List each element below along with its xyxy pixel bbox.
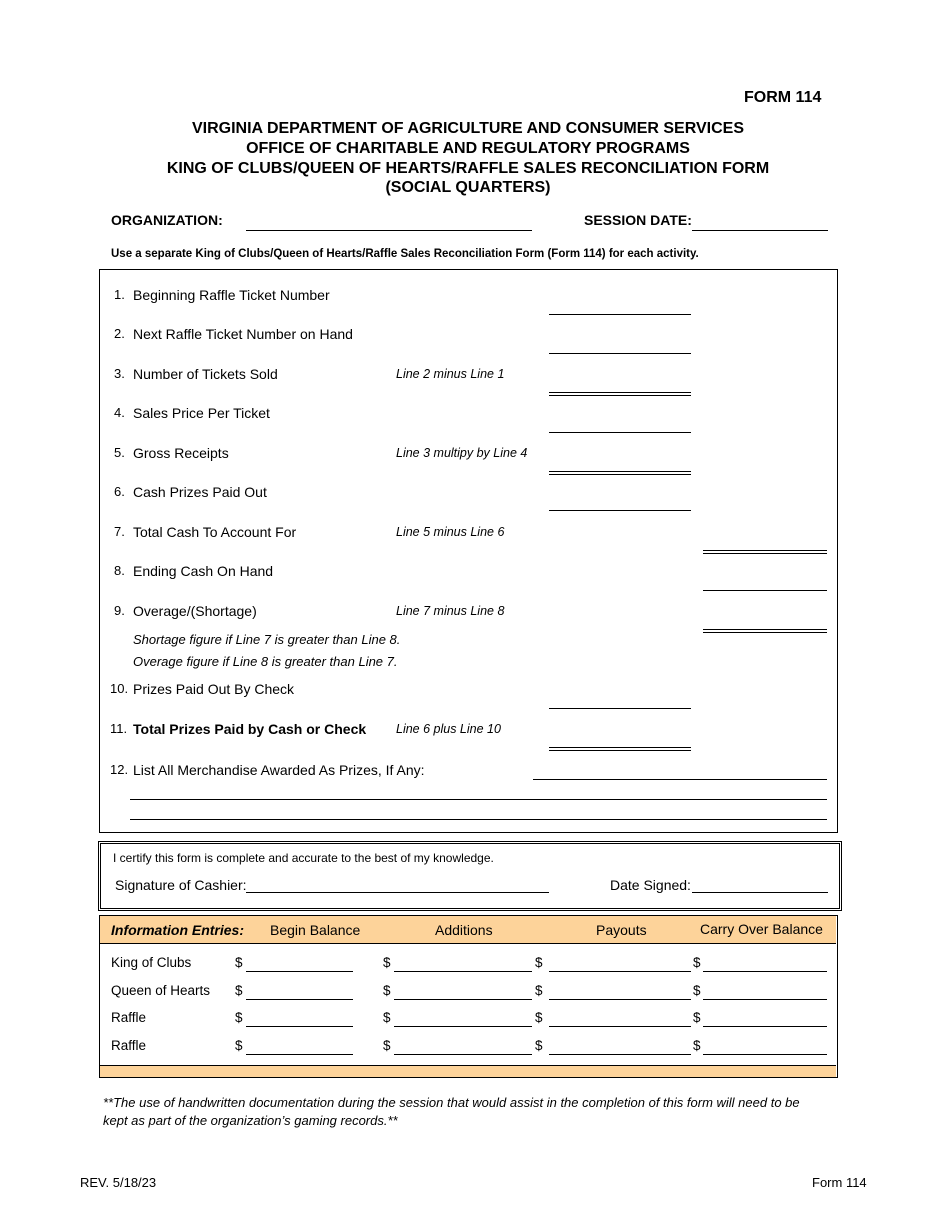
info-0-amount-field[interactable] — [246, 999, 353, 1000]
session-date-field[interactable] — [692, 230, 828, 231]
signature-field[interactable] — [246, 892, 549, 893]
line-11-amount-field[interactable] — [549, 747, 691, 751]
line-label: Prizes Paid Out By Check — [133, 681, 295, 697]
line-formula-note: Line 7 minus Line 8 — [396, 604, 505, 618]
dollar-sign: $ — [693, 1010, 701, 1025]
dollar-sign: $ — [693, 955, 701, 970]
dollar-sign: $ — [383, 1010, 391, 1025]
line-number: 1. — [114, 287, 125, 302]
info-0-amount-field[interactable] — [246, 1054, 353, 1055]
info-1-amount-field[interactable] — [394, 971, 532, 972]
line-label: Cash Prizes Paid Out — [133, 484, 267, 500]
line-5-amount-field[interactable] — [549, 471, 691, 475]
info-3-amount-field[interactable] — [703, 1054, 827, 1055]
line-label: Beginning Raffle Ticket Number — [133, 287, 330, 303]
info-row-label: Queen of Hearts — [111, 983, 211, 998]
info-2-amount-field[interactable] — [549, 1054, 691, 1055]
col-carry-over: Carry Over Balance — [700, 921, 823, 937]
line-label: Next Raffle Ticket Number on Hand — [133, 326, 353, 342]
dollar-sign: $ — [535, 1010, 543, 1025]
instruction-text: Use a separate King of Clubs/Queen of Hearts/Raffle Sales Reconciliation Form (Form 114) for each activity. — [111, 248, 699, 260]
organization-label: ORGANIZATION: — [111, 212, 223, 228]
info-3-amount-field[interactable] — [703, 971, 827, 972]
merchandise-field-3[interactable] — [130, 819, 827, 820]
line-formula-note: Line 5 minus Line 6 — [396, 525, 505, 539]
signature-label: Signature of Cashier: — [115, 877, 247, 893]
merchandise-field-1[interactable] — [533, 779, 827, 780]
line-number: 9. — [114, 603, 125, 618]
dollar-sign: $ — [235, 1038, 243, 1053]
line-1-amount-field[interactable] — [549, 314, 691, 315]
line-number: 12. — [110, 762, 129, 777]
info-3-amount-field[interactable] — [703, 999, 827, 1000]
date-signed-label: Date Signed: — [610, 877, 691, 893]
dollar-sign: $ — [693, 1038, 701, 1053]
line-2-amount-field[interactable] — [549, 353, 691, 354]
line-number: 4. — [114, 405, 125, 420]
info-0-amount-field[interactable] — [246, 971, 353, 972]
dollar-sign: $ — [383, 955, 391, 970]
dollar-sign: $ — [693, 983, 701, 998]
footer-form-number: Form 114 — [812, 1175, 867, 1190]
line-label: Gross Receipts — [133, 445, 229, 461]
line-formula-note: Line 6 plus Line 10 — [396, 722, 501, 736]
col-payouts: Payouts — [596, 922, 647, 938]
line-label: Ending Cash On Hand — [133, 563, 274, 579]
info-2-amount-field[interactable] — [549, 971, 691, 972]
line9-note-overage: Overage figure if Line 8 is greater than Line 7. — [133, 654, 398, 669]
info-title: Information Entries: — [111, 922, 245, 938]
dollar-sign: $ — [235, 955, 243, 970]
certify-text: I certify this form is complete and accurate to the best of my knowledge. — [113, 851, 494, 865]
line-9-amount-field[interactable] — [703, 629, 827, 633]
line-number: 11. — [110, 721, 128, 736]
form-number: FORM 114 — [744, 89, 822, 106]
line-label: List All Merchandise Awarded As Prizes, If Any: — [133, 762, 425, 778]
dollar-sign: $ — [235, 983, 243, 998]
line9-note-shortage: Shortage figure if Line 7 is greater than Line 8. — [133, 632, 401, 647]
line-3-amount-field[interactable] — [549, 392, 691, 396]
dollar-sign: $ — [383, 1038, 391, 1053]
info-1-amount-field[interactable] — [394, 999, 532, 1000]
header-office: OFFICE OF CHARITABLE AND REGULATORY PROGRAMS — [246, 140, 690, 157]
info-3-amount-field[interactable] — [703, 1026, 827, 1027]
line-formula-note: Line 2 minus Line 1 — [396, 367, 505, 381]
date-signed-field[interactable] — [692, 892, 828, 893]
line-label: Total Prizes Paid by Cash or Check — [133, 721, 367, 737]
session-date-label: SESSION DATE: — [584, 212, 692, 228]
dollar-sign: $ — [535, 1038, 543, 1053]
line-number: 10. — [110, 681, 129, 696]
line-number: 3. — [114, 366, 125, 381]
info-1-amount-field[interactable] — [394, 1026, 532, 1027]
line-label: Overage/(Shortage) — [133, 603, 257, 619]
info-row-label: Raffle — [111, 1010, 147, 1025]
col-begin-balance: Begin Balance — [270, 922, 361, 938]
line-number: 7. — [114, 524, 125, 539]
dollar-sign: $ — [235, 1010, 243, 1025]
info-2-amount-field[interactable] — [549, 1026, 691, 1027]
dollar-sign: $ — [535, 983, 543, 998]
info-row-label: Raffle — [111, 1038, 147, 1053]
line-label: Sales Price Per Ticket — [133, 405, 270, 421]
header-subtitle: (SOCIAL QUARTERS) — [385, 179, 551, 196]
revision-date: REV. 5/18/23 — [80, 1175, 157, 1190]
dollar-sign: $ — [383, 983, 391, 998]
info-2-amount-field[interactable] — [549, 999, 691, 1000]
line-4-amount-field[interactable] — [549, 432, 691, 433]
header-agency: VIRGINIA DEPARTMENT OF AGRICULTURE AND CONSUMER SERVICES — [191, 120, 745, 137]
footnote: **The use of handwritten documentation during the session that would assist in the completion of this form will need to be kept as part of the organization’s gaming records.** — [103, 1095, 800, 1128]
col-additions: Additions — [435, 922, 493, 938]
info-1-amount-field[interactable] — [394, 1054, 532, 1055]
line-8-amount-field[interactable] — [703, 590, 827, 591]
merchandise-field-2[interactable] — [130, 799, 827, 800]
line-label: Total Cash To Account For — [133, 524, 297, 540]
line-6-amount-field[interactable] — [549, 510, 691, 511]
dollar-sign: $ — [535, 955, 543, 970]
line-number: 8. — [114, 563, 125, 578]
line-number: 2. — [114, 326, 125, 341]
line-number: 5. — [114, 445, 125, 460]
line-10-amount-field[interactable] — [549, 708, 691, 709]
line-formula-note: Line 3 multipy by Line 4 — [396, 446, 528, 460]
line-number: 6. — [114, 484, 125, 499]
line-label: Number of Tickets Sold — [133, 366, 278, 382]
header-title: KING OF CLUBS/QUEEN OF HEARTS/RAFFLE SALES RECONCILIATION FORM — [166, 160, 770, 177]
line-7-amount-field[interactable] — [703, 550, 827, 554]
info-0-amount-field[interactable] — [246, 1026, 353, 1027]
info-footer-bar — [100, 1065, 836, 1077]
info-row-label: King of Clubs — [111, 955, 192, 970]
organization-field[interactable] — [246, 230, 532, 231]
